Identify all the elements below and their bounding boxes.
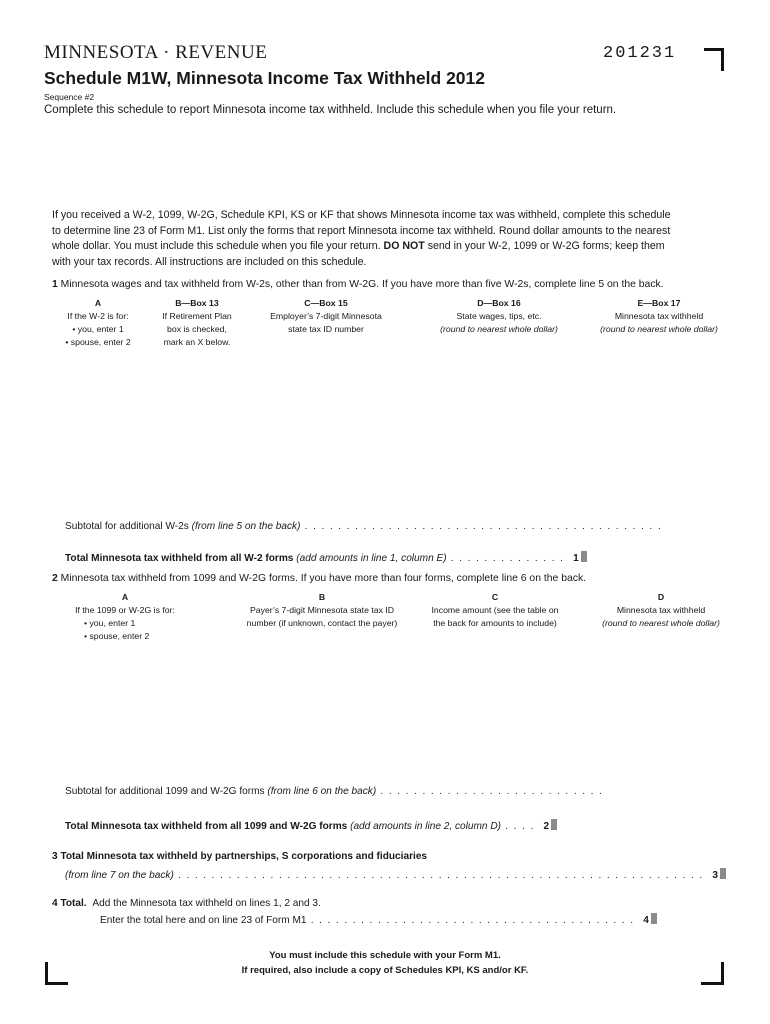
line1-col-d-l2: (round to nearest whole dollar)	[440, 324, 558, 334]
line4-text1: Add the Minnesota tax withheld on lines 1, 2 and 3.	[92, 898, 321, 909]
line1-subtotal-note: (from line 5 on the back)	[191, 521, 301, 532]
line2-col-b-l1: Payer’s 7-digit Minnesota state tax ID	[249, 605, 395, 615]
footer-line1: You must include this schedule with your Form M1.	[269, 950, 501, 961]
line1-total	[65, 551, 587, 564]
instructions-part1: If you received a W-2, 1099, W-2G, Schedule KPI, KS or KF that shows Minnesota income tax was withheld, complete this schedule to determine line 23 of Form M1. List only the forms that report Minnesota income tax withheld. Round dollar amounts to the nearest whole dollar. You must include this schedule when you file your return.	[52, 209, 671, 252]
line2-total-note: (add amounts in line 2, column D)	[347, 821, 502, 832]
line2-col-a-l1: If the 1099 or W-2G is for:	[75, 605, 175, 615]
line1-col-b-l3: mark an X below.	[163, 337, 231, 347]
line1-total-label: Total Minnesota tax withheld from all W-2 forms	[65, 553, 294, 564]
instructions-part2: send in your W-2, 1099 or W-2G forms; keep them with your tax records. All instructions are included on this schedule.	[52, 240, 665, 268]
line1-col-b-l1: If Retirement Plan	[162, 311, 232, 321]
line2-total	[65, 819, 557, 832]
line1-col-d-head: D—Box 16	[477, 298, 521, 308]
line3-total	[65, 868, 726, 881]
line2-total-number: 2	[543, 821, 550, 832]
line1-subtotal	[65, 521, 662, 532]
line1-subtotal-label: Subtotal for additional W-2s	[65, 521, 192, 532]
line4-dots: . . . . . . . . . . . . . . . . . . . . . . . . . . . . . . . . . . . . . . .	[306, 915, 635, 926]
line1-col-e-head: E—Box 17	[637, 298, 681, 308]
line2-col-b	[232, 591, 412, 630]
line2-col-d-l2: (round to nearest whole dollar)	[602, 618, 720, 628]
line1-col-c-l2: state tax ID number	[288, 324, 364, 334]
line1-text: Minnesota wages and tax withheld from W-2s, other than from W-2G. If you have more than five W-2s, complete line 5 on the back.	[60, 279, 664, 290]
instructions-paragraph	[52, 208, 682, 270]
line1-col-b	[150, 297, 244, 349]
line4-total	[100, 913, 657, 926]
line2-col-b-l2: number (if unknown, contact the payer)	[246, 618, 398, 628]
line4-label: Total.	[60, 898, 87, 909]
line1-col-b-head: B—Box 13	[175, 298, 219, 308]
line3-dots: . . . . . . . . . . . . . . . . . . . . . . . . . . . . . . . . . . . . . . . . . . . . . . . . . . . . . . . . . . . . . . .	[173, 870, 704, 881]
line1-col-a-head: A	[94, 298, 102, 308]
intro-text: Complete this schedule to report Minnesota income tax withheld. Include this schedule when you file your return.	[44, 104, 617, 116]
line2-heading	[52, 573, 586, 584]
line2-col-d	[586, 591, 736, 630]
line2-col-a-l2: • you, enter 1	[84, 618, 136, 628]
footer-note	[0, 948, 770, 978]
line2-col-c-l2: the back for amounts to include)	[433, 618, 557, 628]
line1-col-c-l1: Employer’s 7-digit Minnesota	[270, 311, 382, 321]
line1-heading	[52, 279, 664, 290]
line3-number: 3	[52, 851, 58, 862]
line3-note: (from line 7 on the back)	[65, 870, 174, 881]
line1-amount-marker	[581, 551, 587, 562]
line2-subtotal-label: Subtotal for additional 1099 and W-2G forms	[65, 786, 268, 797]
line1-col-a	[46, 297, 150, 349]
instructions-bold: DO NOT	[383, 240, 425, 252]
line2-col-a-head: A	[121, 592, 129, 602]
line2-col-b-head: B	[318, 592, 326, 602]
line1-number: 1	[52, 279, 58, 290]
line1-col-e-l1: Minnesota tax withheld	[614, 311, 704, 321]
line3-total-number: 3	[712, 870, 719, 881]
line2-col-a-l3: • spouse, enter 2	[84, 631, 150, 641]
line4-total-number: 4	[643, 915, 649, 926]
line2-text: Minnesota tax withheld from 1099 and W-2G forms. If you have more than four forms, complete line 6 on the back.	[60, 573, 587, 584]
line1-col-c-head: C—Box 15	[304, 298, 348, 308]
line1-col-a-l1: If the W-2 is for:	[67, 311, 129, 321]
line3-label: Total Minnesota tax withheld by partnerships, S corporations and fiduciaries	[60, 851, 428, 862]
line2-col-c-head: C	[491, 592, 499, 602]
brand-logo: MINNESOTA · REVENUE	[44, 42, 268, 63]
line1-col-e	[584, 297, 734, 336]
sequence-label: Sequence #2	[44, 92, 95, 102]
line3-amount-marker	[720, 868, 726, 879]
line2-col-c	[415, 591, 575, 630]
corner-mark-top-right	[704, 48, 724, 71]
line4-number: 4	[52, 898, 58, 909]
footer-line2: If required, also include a copy of Schedules KPI, KS and/or KF.	[241, 965, 529, 976]
line1-total-number: 1	[573, 553, 579, 564]
line2-amount-marker	[551, 819, 557, 830]
line2-total-label: Total Minnesota tax withheld from all 1099 and W-2G forms	[65, 821, 348, 832]
line2-col-d-head: D	[657, 592, 665, 602]
line2-subtotal-note: (from line 6 on the back)	[267, 786, 377, 797]
line1-total-dots: . . . . . . . . . . . . . .	[446, 553, 565, 564]
page-title: Schedule M1W, Minnesota Income Tax Withheld 2012	[44, 68, 486, 88]
line2-subtotal	[65, 786, 603, 797]
line4-amount-marker	[651, 913, 657, 924]
line1-col-b-l2: box is checked,	[167, 324, 227, 334]
line1-total-note: (add amounts in line 1, column E)	[293, 553, 447, 564]
line1-col-c	[256, 297, 396, 336]
line1-col-a-l2: • you, enter 1	[72, 324, 124, 334]
line3-heading	[52, 851, 427, 862]
form-number: 201231	[603, 44, 677, 63]
line4-heading	[52, 898, 321, 909]
line2-number: 2	[52, 573, 58, 584]
line1-col-d	[424, 297, 574, 336]
line2-subtotal-dots: . . . . . . . . . . . . . . . . . . . . . . . . . . .	[376, 786, 604, 797]
line1-subtotal-dots: . . . . . . . . . . . . . . . . . . . . . . . . . . . . . . . . . . . . . . . . . . .	[300, 521, 663, 532]
line2-col-d-l1: Minnesota tax withheld	[616, 605, 706, 615]
line2-col-a	[70, 591, 180, 643]
line1-col-a-l3: • spouse, enter 2	[65, 337, 131, 347]
line2-col-c-l1: Income amount (see the table on	[431, 605, 559, 615]
line1-col-d-l1: State wages, tips, etc.	[456, 311, 542, 321]
line4-text2: Enter the total here and on line 23 of Form M1	[100, 915, 307, 926]
line1-col-e-l2: (round to nearest whole dollar)	[600, 324, 718, 334]
line2-total-dots: . . . .	[501, 821, 535, 832]
